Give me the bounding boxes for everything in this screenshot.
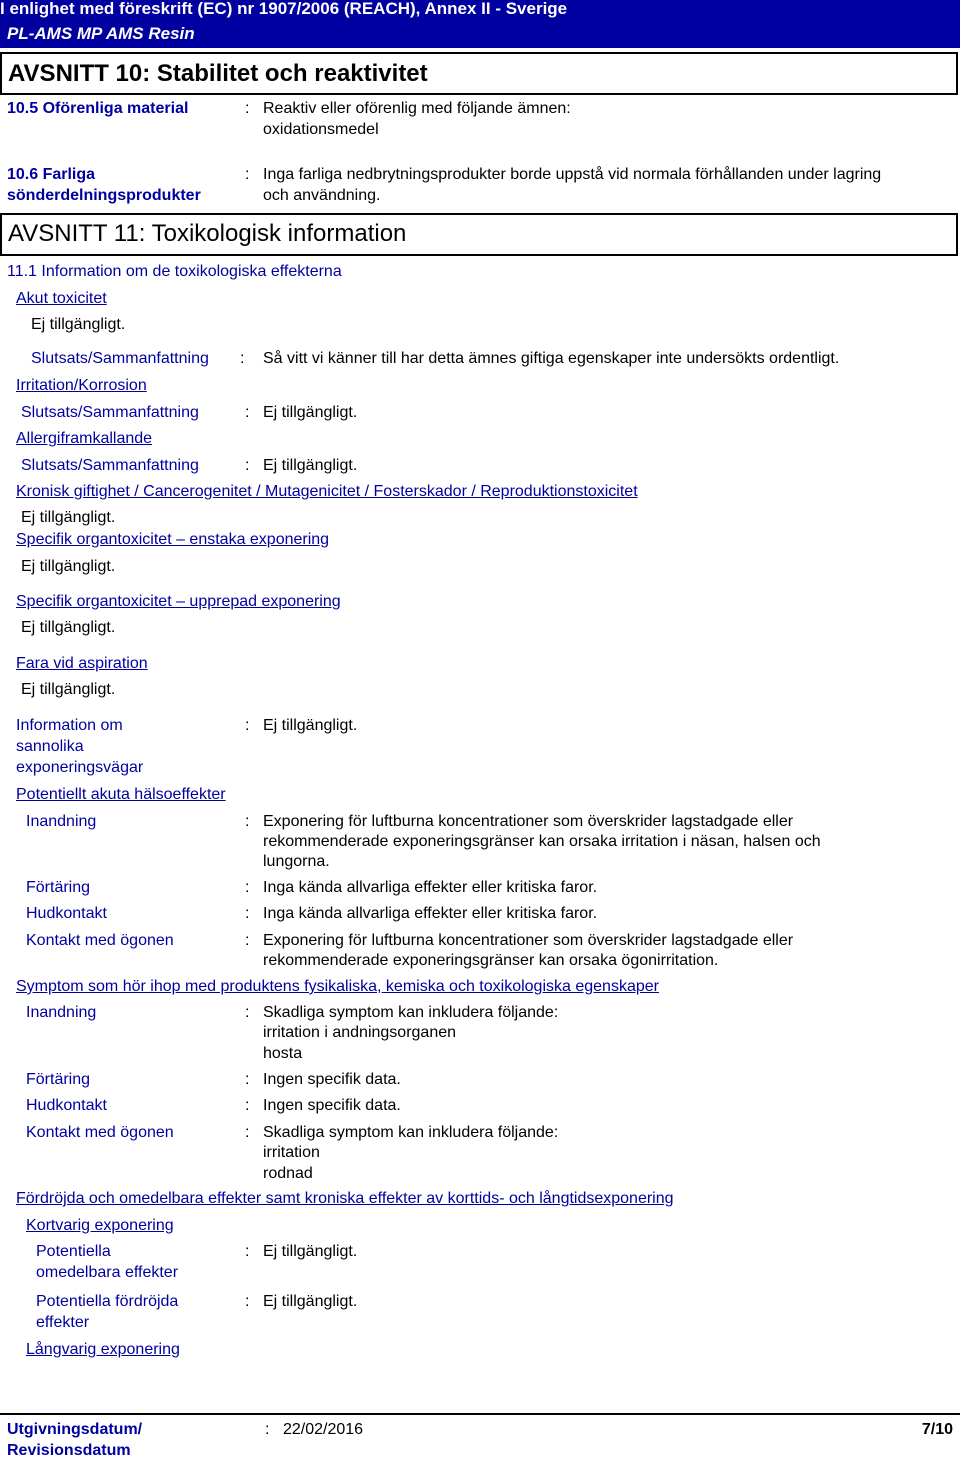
heading-aspiration: Fara vid aspiration <box>16 655 148 672</box>
regulation-line: I enlighet med föreskrift (EC) nr 1907/2006 (REACH), Annex II - Sverige <box>0 0 568 18</box>
acute-inhalation-label: Inandning <box>26 813 97 830</box>
routes-value: Ej tillgängligt. <box>263 717 358 734</box>
footer-label-line2: Revisionsdatum <box>7 1442 131 1459</box>
acute-summary-value: Så vitt vi känner till har detta ämnes giftiga egenskaper inte undersökts ordentligt. <box>263 350 840 367</box>
acute-ingestion-value: Inga kända allvarliga effekter eller kritiska faror. <box>263 879 598 896</box>
section-10-title: AVSNITT 10: Stabilitet och reaktivitet <box>8 60 428 87</box>
heading-stot-single: Specifik organtoxicitet – enstaka exponering <box>16 531 330 548</box>
acute-inhalation-line2: rekommenderade exponeringsgränser kan orsaka irritation i näsan, halsen och <box>263 833 821 850</box>
colon: : <box>245 932 250 949</box>
colon: : <box>245 457 250 474</box>
stot-repeated-value: Ej tillgängligt. <box>21 619 116 636</box>
symptom-eye-line2: irritation <box>263 1144 320 1161</box>
acute-eye-line2: rekommenderade exponeringsgränser kan orsaka ögonirritation. <box>263 952 719 969</box>
colon: : <box>265 1421 270 1438</box>
colon: : <box>245 1071 250 1088</box>
product-name: PL-AMS MP AMS Resin <box>7 24 195 43</box>
heading-stot-repeated: Specifik organtoxicitet – upprepad exponering <box>16 593 341 610</box>
footer-label-line1: Utgivningsdatum/ <box>7 1421 143 1438</box>
colon: : <box>245 1004 250 1021</box>
value-10-6-line2: och användning. <box>263 187 381 204</box>
heading-symptoms: Symptom som hör ihop med produktens fysikaliska, kemiska och toxikologiska egenskaper <box>16 978 659 995</box>
aspiration-value: Ej tillgängligt. <box>21 681 116 698</box>
colon: : <box>245 717 250 734</box>
acute-inhalation-line3: lungorna. <box>263 853 330 870</box>
colon: : <box>245 905 250 922</box>
heading-short-term: Kortvarig exponering <box>26 1217 174 1234</box>
acute-eye-line1: Exponering för luftburna koncentrationer som överskrider lagstadgade eller <box>263 932 794 949</box>
heading-acute-toxicity: Akut toxicitet <box>16 290 107 307</box>
short-delayed-value: Ej tillgängligt. <box>263 1293 358 1310</box>
subsection-11-1: 11.1 Information om de toxikologiska effekterna <box>7 263 342 280</box>
short-immediate-value: Ej tillgängligt. <box>263 1243 358 1260</box>
heading-chronic-toxicity: Kronisk giftighet / Cancerogenitet / Mutagenicitet / Fosterskador / Reproduktionstoxicitet <box>16 483 638 500</box>
colon: : <box>245 1243 250 1260</box>
heading-sensitisation: Allergiframkallande <box>16 430 153 447</box>
sensitisation-summary-value: Ej tillgängligt. <box>263 457 358 474</box>
symptom-inhalation-line1: Skadliga symptom kan inkludera följande: <box>263 1004 559 1021</box>
acute-eye-label: Kontakt med ögonen <box>26 932 174 949</box>
footer-date: 22/02/2016 <box>283 1421 364 1438</box>
short-delayed-label-line1: Potentiella fördröjda <box>36 1293 179 1310</box>
value-10-5-line2: oxidationsmedel <box>263 121 379 138</box>
symptom-inhalation-line3: hosta <box>263 1045 303 1062</box>
heading-delayed-effects: Fördröjda och omedelbara effekter samt kroniska effekter av korttids- och långtidsexponering <box>16 1190 674 1207</box>
irritation-summary-value: Ej tillgängligt. <box>263 404 358 421</box>
colon: : <box>245 1124 250 1141</box>
colon: : <box>245 1097 250 1114</box>
symptom-ingestion-value: Ingen specifik data. <box>263 1071 401 1088</box>
symptom-inhalation-label: Inandning <box>26 1004 97 1021</box>
symptom-skin-value: Ingen specifik data. <box>263 1097 401 1114</box>
page-number: 7/10 <box>921 1421 953 1438</box>
heading-long-term: Långvarig exponering <box>26 1341 180 1358</box>
routes-label-line1: Information om <box>16 717 123 734</box>
document-header <box>0 0 960 48</box>
colon: : <box>240 350 245 367</box>
symptom-eye-line3: rodnad <box>263 1165 313 1182</box>
heading-irritation: Irritation/Korrosion <box>16 377 147 394</box>
colon: : <box>245 1293 250 1310</box>
page-footer <box>0 1413 960 1469</box>
acute-skin-label: Hudkontakt <box>26 905 107 922</box>
symptom-ingestion-label: Förtäring <box>26 1071 91 1088</box>
label-10-5: 10.5 Oförenliga material <box>7 100 189 117</box>
label-10-6-line2: sönderdelningsprodukter <box>7 187 201 204</box>
colon: : <box>245 100 250 117</box>
section-10-header <box>0 52 958 95</box>
colon: : <box>245 813 250 830</box>
short-immediate-label-line2: omedelbara effekter <box>36 1264 179 1281</box>
symptom-skin-label: Hudkontakt <box>26 1097 107 1114</box>
value-10-6-line1: Inga farliga nedbrytningsprodukter borde uppstå vid normala förhållanden under lagring <box>263 166 882 183</box>
stot-single-value: Ej tillgängligt. <box>21 558 116 575</box>
summary-label: Slutsats/Sammanfattning <box>21 404 199 421</box>
acute-toxicity-value: Ej tillgängligt. <box>31 316 126 333</box>
short-delayed-label-line2: effekter <box>36 1314 90 1331</box>
symptom-eye-line1: Skadliga symptom kan inkludera följande: <box>263 1124 559 1141</box>
short-immediate-label-line1: Potentiella <box>36 1243 111 1260</box>
summary-label: Slutsats/Sammanfattning <box>21 457 199 474</box>
colon: : <box>245 404 250 421</box>
heading-acute-health: Potentiellt akuta hälsoeffekter <box>16 786 226 803</box>
section-11-title: AVSNITT 11: Toxikologisk information <box>8 220 407 247</box>
colon: : <box>245 879 250 896</box>
acute-skin-value: Inga kända allvarliga effekter eller kritiska faror. <box>263 905 598 922</box>
label-10-6-line1: 10.6 Farliga <box>7 166 96 183</box>
symptom-inhalation-line2: irritation i andningsorganen <box>263 1024 457 1041</box>
acute-ingestion-label: Förtäring <box>26 879 91 896</box>
section-11-header <box>0 213 958 256</box>
chronic-toxicity-value: Ej tillgängligt. <box>21 509 116 526</box>
routes-label-line2: sannolika <box>16 738 84 755</box>
symptom-eye-label: Kontakt med ögonen <box>26 1124 174 1141</box>
acute-inhalation-line1: Exponering för luftburna koncentrationer som överskrider lagstadgade eller <box>263 813 794 830</box>
colon: : <box>245 166 250 183</box>
routes-label-line3: exponeringsvägar <box>16 759 144 776</box>
summary-label: Slutsats/Sammanfattning <box>31 350 209 367</box>
value-10-5-line1: Reaktiv eller oförenlig med följande ämnen: <box>263 100 571 117</box>
